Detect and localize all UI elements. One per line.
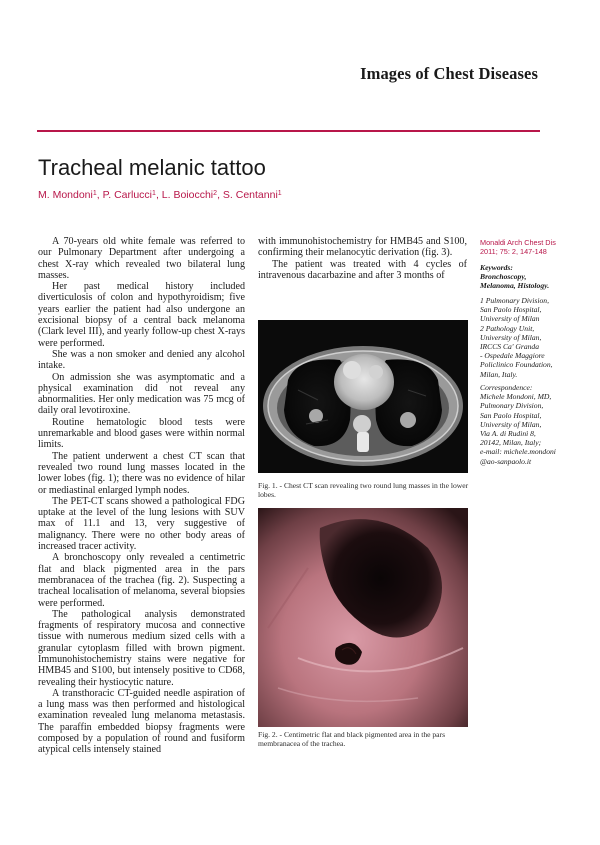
correspondence-line: Pulmonary Division, <box>480 401 544 411</box>
keyword: Bronchoscopy, <box>480 272 527 282</box>
ct-scan-image <box>258 320 468 473</box>
author-name: P. Carlucci <box>102 189 153 201</box>
section-title: Images of Chest Diseases <box>360 64 538 83</box>
figure-chest-ct <box>258 320 468 473</box>
correspondence-line: 20142, Milan, Italy; <box>480 438 542 448</box>
affiliation-marker: 1 <box>152 190 156 197</box>
correspondence-block <box>480 383 572 466</box>
header-rule <box>37 130 540 132</box>
affiliation-line: University of Milan, <box>480 332 542 342</box>
paragraph: On admission she was asymptomatic and a physical examination did not reveal any abnormalities. Her only medication was 75 mcg of daily oral levotiroxine. <box>38 371 245 417</box>
body-column-left <box>38 236 245 756</box>
bronchoscopy-image <box>258 508 468 727</box>
affiliation-line: Policlinico Foundation, <box>480 360 553 370</box>
affiliation-line: 1 Pulmonary Division, <box>480 296 549 305</box>
affiliation-line: University of Milan <box>480 314 540 324</box>
journal-volume: 2011; 75: 2, 147-148 <box>480 247 547 256</box>
body-column-right <box>258 236 467 281</box>
affiliation-marker: 1 <box>92 190 97 197</box>
paragraph: The PET-CT scans showed a pathological FDG uptake at the level of the lung lesions with SUV max of 11.1 and 13, very suggestive of malignancy. There were no other body areas of increased tracer activity. <box>38 495 245 553</box>
affiliation-line: Milan, Italy. <box>480 369 518 379</box>
paragraph: A transthoracic CT-guided needle aspiration of a lung mass was then performed and histological examination revealed lung melanoma metastasis. The paraffin embedded biopsy fragments were composed by a population of round and fusiform atypical cells intensely stained <box>38 687 245 756</box>
correspondence-line: San Paolo Hospital, <box>480 410 542 420</box>
correspondence-line: Michele Mondoni, MD, <box>480 392 552 402</box>
author-name: M. Mondoni <box>38 189 93 201</box>
correspondence-line: Correspondence: <box>480 383 533 392</box>
affiliation-line: IRCCS Ca' Granda <box>480 342 540 352</box>
journal-citation <box>480 238 572 256</box>
affiliations-block <box>480 296 572 379</box>
paragraph: A bronchoscopy only revealed a centimetric flat and black pigmented area in the pars membranacea of the trachea (fig. 2). Suspecting a tracheal localisation of melanoma, several biopsies were performed. <box>38 552 245 609</box>
journal-name: Monaldi Arch Chest Dis <box>480 238 556 247</box>
keywords-label: Keywords: <box>480 263 513 272</box>
paragraph: A 70-years old white female was referred to our Pulmonary Department after undergoing a chest X-ray which revealed two bilateral lung masses. <box>38 236 245 281</box>
keyword: Melanoma, Histology. <box>480 281 550 291</box>
affiliation-line: - Ospedale Maggiore <box>480 351 545 361</box>
correspondence-line: @ao-sanpaolo.it <box>480 456 532 466</box>
affiliation-line: San Paolo Hospital, <box>480 305 542 315</box>
author-name: L. Boiocchi <box>161 189 214 201</box>
affiliation-marker: 2 <box>213 190 218 197</box>
figure-1-caption: Fig. 1. - Chest CT scan revealing two round lung masses in the lower lobes. <box>258 481 469 499</box>
paragraph: She was a non smoker and denied any alcohol intake. <box>38 348 245 372</box>
affiliation-marker: 1 <box>277 190 282 197</box>
figure-bronchoscopy <box>258 508 468 727</box>
paragraph: Routine hematologic blood tests were unremarkable and blood gases were within normal limits. <box>38 416 245 451</box>
author-name: S. Centanni <box>222 189 278 201</box>
correspondence-line: University of Milan, <box>480 419 542 429</box>
keywords-block <box>480 263 572 291</box>
paragraph: Her past medical history included diverticulosis of colon and hypothyroidism; five years earlier the patient had also undergone an excisional biopsy of a central back melanoma (Clark level III), and yearly follow-up chest X-rays were performed. <box>38 281 245 349</box>
paragraph: The patient was treated with 4 cycles of intravenous dacarbazine and after 3 months of <box>258 258 467 281</box>
correspondence-line: Via A. di Rudinì 8, <box>480 429 536 439</box>
figure-2-caption: Fig. 2. - Centimetric flat and black pigmented area in the pars membranacea of the trachea. <box>258 730 446 748</box>
paragraph: The pathological analysis demonstrated fragments of respiratory mucosa and connective tissue with numerous medium sized cells with a granular cytoplasm filled with brown pigment. Immunohistochemistry stains were negative for HMB45 and S100, but intensely positive to CD68, revealing their hystiocytic nature. <box>38 608 245 688</box>
paragraph: with immunohistochemistry for HMB45 and S100, confirming their melanocytic derivation (fig. 3). <box>258 236 467 259</box>
author-list: M. Mondoni$^1$, P. Carlucci$^1$, L. Boiocchi$^2$, S. Centanni$^1$ <box>38 189 282 201</box>
correspondence-line: e-mail: michele.mondoni <box>480 447 556 457</box>
affiliation-line: 2 Pathology Unit, <box>480 323 535 333</box>
paragraph: The patient underwent a chest CT scan that revealed two round lung masses located in the lower lobes (fig. 1); there was no evidence of hilar or mediastinal enlarged lymph nodes. <box>38 450 245 496</box>
article-title: Tracheal melanic tattoo <box>38 155 266 180</box>
